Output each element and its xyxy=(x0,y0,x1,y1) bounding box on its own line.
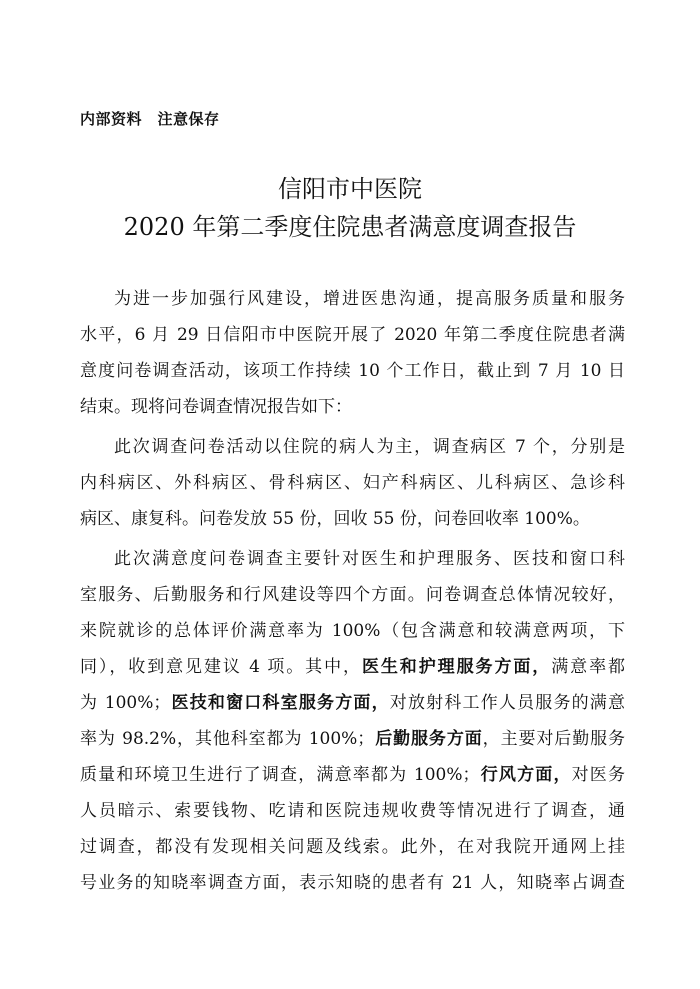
paragraph-line: 来院就诊的总体评价满意率为 100%（包含满意和较满意两项，下 xyxy=(80,621,625,641)
text-run: 为 100%； xyxy=(80,693,171,713)
bold-heading-medical-nursing: 医生和护理服务方面， xyxy=(361,657,552,677)
confidentiality-note: 内部资料 注意保存 xyxy=(80,110,220,128)
paragraph-line xyxy=(80,685,625,721)
paragraph-line: 此次调查问卷活动以住院的病人为主，调查病区 7 个，分别是 xyxy=(114,437,625,457)
paragraph-line: 号业务的知晓率调查方面，表示知晓的患者有 21 人，知晓率占调查 xyxy=(80,873,625,893)
bold-heading-conduct: 行风方面， xyxy=(479,765,572,785)
text-run: 对医务 xyxy=(571,765,625,785)
text-run: 率为 98.2%，其他科室都为 100%； xyxy=(80,729,375,749)
text-run: 对放射科工作人员服务的满意 xyxy=(389,693,625,713)
bold-heading-medtech-window: 医技和窗口科室服务方面， xyxy=(170,693,390,713)
paragraph-line: 为进一步加强行风建设，增进医患沟通，提高服务质量和服务 xyxy=(114,289,625,309)
paragraph-survey-results xyxy=(80,541,625,901)
paragraph-line xyxy=(80,649,625,685)
text-run: ，主要对后勤服务 xyxy=(482,729,626,749)
title-report-name: 2020 年第二季度住院患者满意度调查报告 xyxy=(123,213,577,241)
paragraph-line: 过调查，都没有发现相关问题及线索。此外，在对我院开通网上挂 xyxy=(80,837,625,857)
paragraph-line: 室服务、后勤服务和行风建设等四个方面。问卷调查总体情况较好， xyxy=(80,585,625,605)
paragraph-line: 结束。现将问卷调查情况报告如下： xyxy=(80,397,352,417)
paragraph-line: 病区、康复科。问卷发放 55 份，回收 55 份，问卷回收率 100%。 xyxy=(80,509,590,529)
paragraph-survey-scope xyxy=(80,429,625,537)
text-run: 质量和环境卫生进行了调查，满意率都为 100%； xyxy=(80,765,480,785)
report-title xyxy=(0,170,700,246)
text-run: 同），收到意见建议 4 项。其中， xyxy=(80,657,362,677)
bold-heading-logistics: 后勤服务方面 xyxy=(374,729,483,749)
text-run: 满意率都 xyxy=(551,657,626,677)
report-body xyxy=(80,281,625,905)
title-hospital-name: 信阳市中医院 xyxy=(278,175,422,203)
paragraph-line xyxy=(80,721,625,757)
paragraph-line xyxy=(80,757,625,793)
paragraph-line: 水平，6 月 29 日信阳市中医院开展了 2020 年第二季度住院患者满 xyxy=(80,325,625,345)
paragraph-line: 此次满意度问卷调查主要针对医生和护理服务、医技和窗口科 xyxy=(114,549,625,569)
paragraph-line: 意度问卷调查活动，该项工作持续 10 个工作日，截止到 7 月 10 日 xyxy=(80,361,625,381)
paragraph-line: 内科病区、外科病区、骨科病区、妇产科病区、儿科病区、急诊科 xyxy=(80,473,625,493)
paragraph-line: 人员暗示、索要钱物、吃请和医院违规收费等情况进行了调查，通 xyxy=(80,801,625,821)
paragraph-intro xyxy=(80,281,625,425)
